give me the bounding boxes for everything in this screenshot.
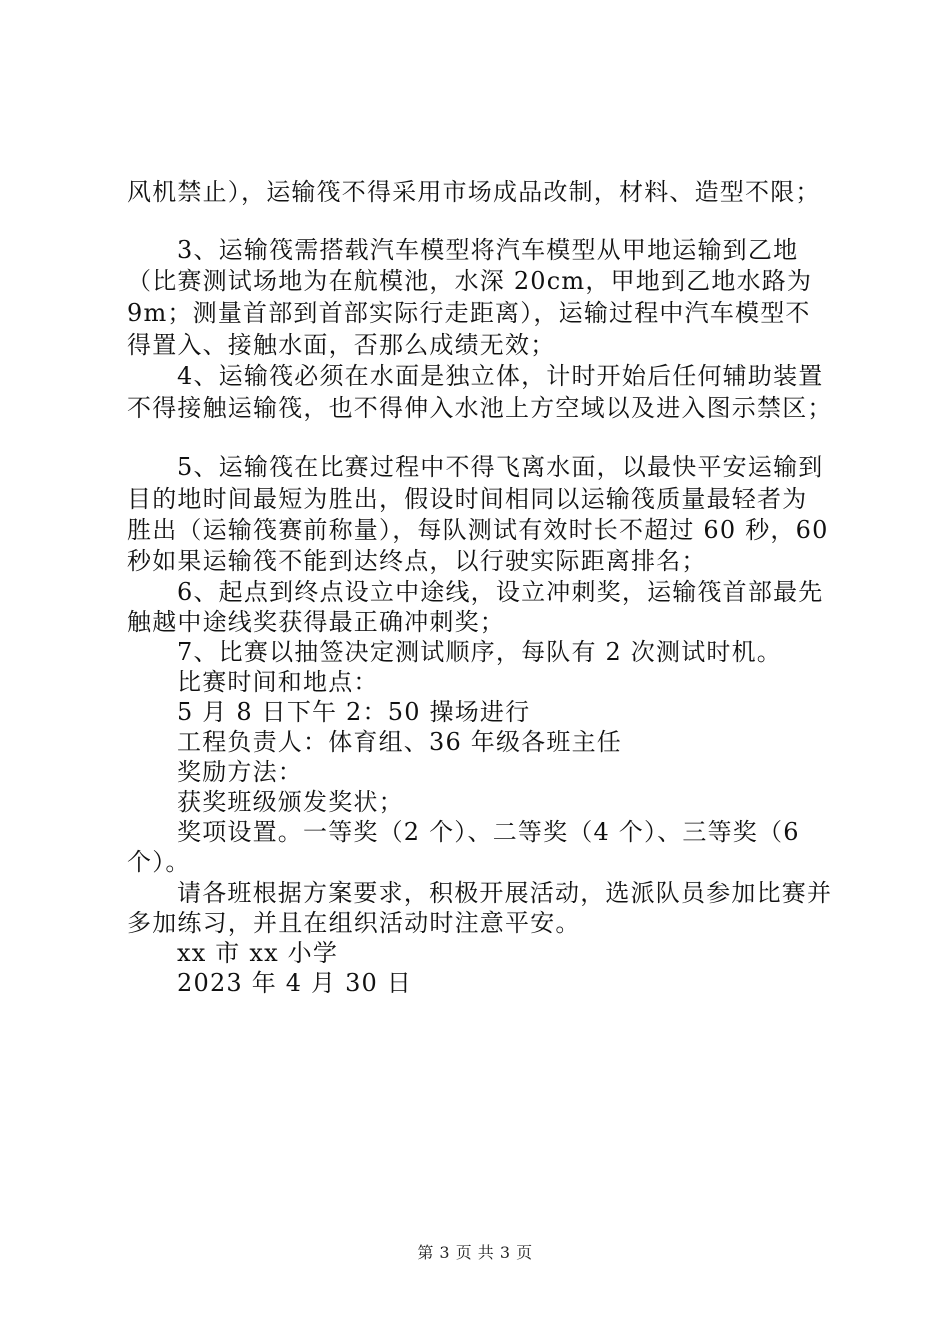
text-line: 5、运输筏在比赛过程中不得飞离水面，以最快平安运输到 [177,453,824,481]
text-line: 不得接触运输筏，也不得伸入水池上方空域以及进入图示禁区； [127,394,833,422]
text-line: 6、起点到终点设立中途线，设立冲刺奖，运输筏首部最先 [177,578,824,606]
text-line: 目的地时间最短为胜出，假设时间相同以运输筏质量最轻者为 [127,485,808,513]
text-line: 2023 年 4 月 30 日 [177,969,413,997]
text-line: 9m；测量首部到首部实际行走距离），运输过程中汽车模型不 [127,299,811,327]
text-line: 奖励方法： [177,758,303,786]
text-line: 风机禁止），运输筏不得采用市场成品改制，材料、造型不限； [127,178,821,206]
text-line: 触越中途线奖获得最正确冲刺奖； [127,608,505,636]
text-line: 获奖班级颁发奖状； [177,788,404,816]
text-line: 5 月 8 日下午 2：50 操场进行 [177,698,531,726]
text-line: 奖项设置。一等奖（2 个）、二等奖（4 个）、三等奖（6 [177,818,800,846]
text-line: （比赛测试场地为在航模池，水深 20cm，甲地到乙地水路为 [127,267,813,295]
text-line: 得置入、接触水面，否那么成绩无效； [127,331,556,359]
page-number-footer: 第 3 页 共 3 页 [417,1243,533,1262]
text-line: 秒如果运输筏不能到达终点，以行驶实际距离排名； [127,547,707,575]
text-line: 比赛时间和地点： [177,668,379,696]
text-line: 工程负责人：体育组、36 年级各班主任 [177,728,622,756]
text-line: 3、运输筏需搭载汽车模型将汽车模型从甲地运输到乙地 [177,236,799,264]
text-line: 个）。 [127,848,191,876]
text-line: 多加练习，并且在组织活动时注意平安。 [127,909,581,937]
text-line: xx 市 xx 小学 [177,939,339,967]
text-line: 7、比赛以抽签决定测试顺序，每队有 2 次测试时机。 [177,638,782,666]
text-line: 4、运输筏必须在水面是独立体，计时开始后任何辅助装置 [177,362,824,390]
text-line: 请各班根据方案要求，积极开展活动，选派队员参加比赛并 [177,879,833,907]
text-line: 胜出（运输筏赛前称量），每队测试有效时长不超过 60 秒，60 [127,516,829,544]
